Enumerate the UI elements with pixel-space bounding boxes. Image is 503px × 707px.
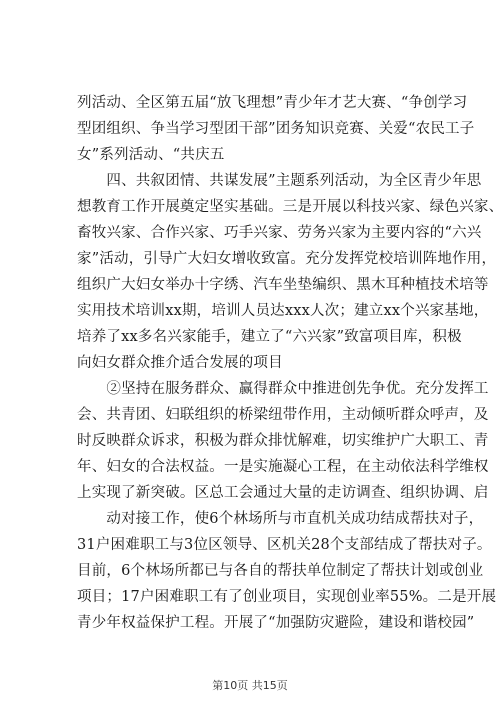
text-line: 向妇女群众推介适合发展的项目: [77, 355, 283, 371]
text-line: 会、共青团、妇联组织的桥梁纽带作用，主动倾听群众呼声，及: [77, 407, 489, 423]
text-line: 畜牧兴家、合作兴家、巧手兴家、劳务兴家为主要内容的“六兴: [77, 225, 482, 241]
text-line: 动对接工作，使6个林场所与市直机关成功结成帮扶对子，: [77, 511, 484, 527]
text-line: 培养了xx多名兴家能手，建立了“六兴家”致富项目库，积极: [77, 329, 462, 345]
text-line: 青少年权益保护工程。开展了“加强防灾避险，建设和谐校园”: [77, 615, 475, 631]
text-line: 组织广大妇女举办十字绣、汽车坐垫编织、黑木耳种植技术培等: [77, 277, 489, 293]
text-line: 年、妇女的合法权益。一是实施凝心工程，在主动依法科学维权: [77, 459, 489, 475]
text-line: ②坚持在服务群众、赢得群众中推进创先争优。充分发挥工: [77, 381, 489, 397]
text-line: 实用技术培训xx期，培训人员达xxx人次；建立xx个兴家基地，: [77, 303, 489, 319]
text-line: 时反映群众诉求，积极为群众排忧解难，切实维护广大职工、青: [77, 433, 489, 449]
text-line: 家”活动，引导广大妇女增收致富。充分发挥党校培训阵地作用，: [77, 251, 497, 267]
page-number-footer: 第10页 共15页: [212, 679, 288, 692]
text-line: 项目；17户困难职工有了创业项目，实现创业率55%。二是开展: [77, 589, 497, 605]
text-line: 女”系列活动、“共庆五: [77, 147, 225, 163]
text-line: 四、共叙团情、共谋发展”主题系列活动，为全区青少年思: [77, 173, 482, 189]
text-line: 列活动、全区第五届“放飞理想”青少年才艺大赛、“争创学习: [77, 95, 468, 111]
text-line: 目前，6个林场所都已与各自的帮扶单位制定了帮扶计划或创业: [77, 563, 484, 579]
text-line: 想教育工作开展奠定坚实基础。三是开展以科技兴家、绿色兴家、: [77, 199, 503, 215]
text-line: 型团组织、争当学习型团干部”团务知识竞赛、关爱“农民工子: [77, 121, 475, 137]
text-line: 31户困难职工与3位区领导、区机关28个支部结成了帮扶对子。: [77, 537, 492, 553]
text-line: 上实现了新突破。区总工会通过大量的走访调查、组织协调、启: [77, 485, 489, 501]
body-text: [77, 90, 503, 636]
